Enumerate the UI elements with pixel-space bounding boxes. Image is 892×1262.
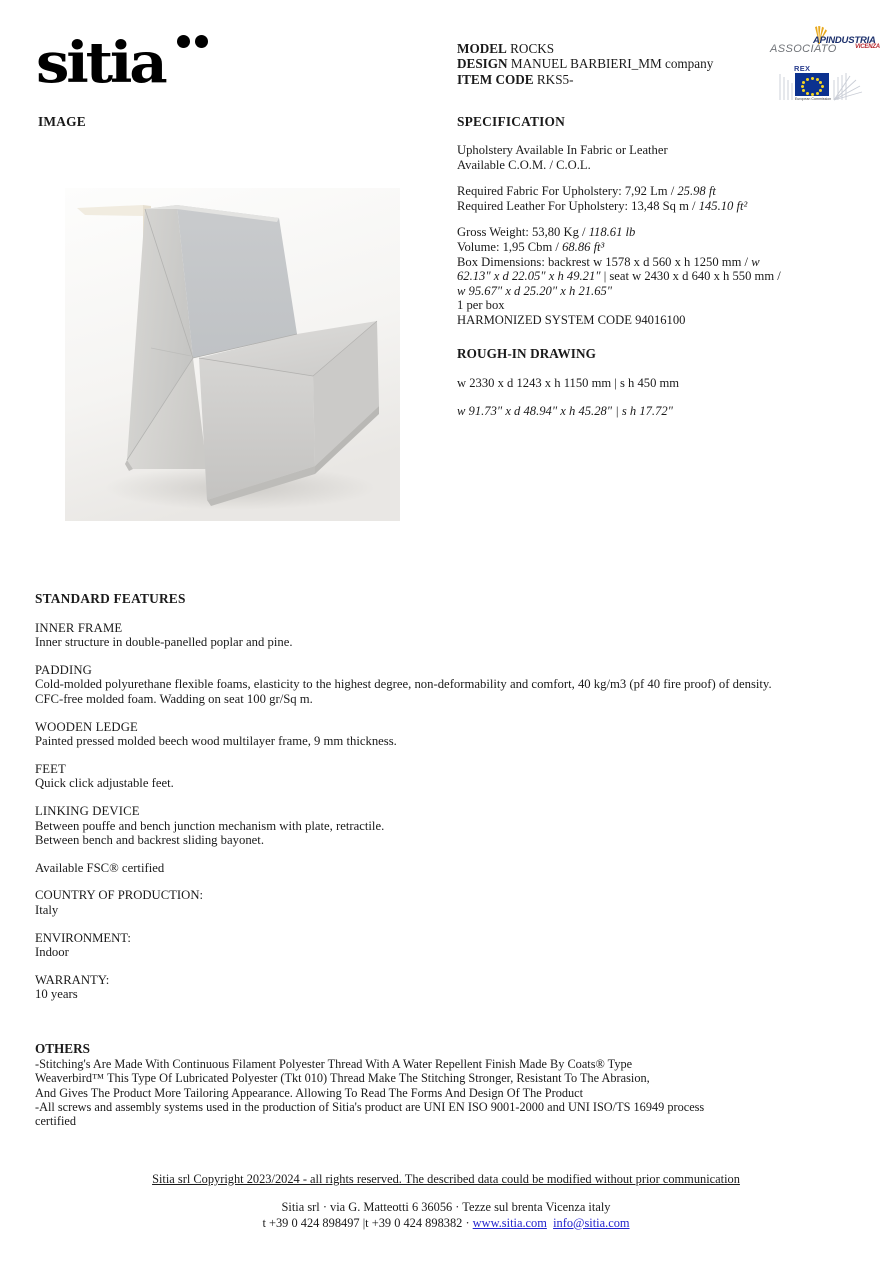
rex-label: REX [794, 64, 811, 73]
apindustria-name: APINDUSTRIA [813, 35, 876, 46]
rocks-bench-render [65, 188, 400, 521]
volume: Volume: 1,95 Cbm / [457, 239, 563, 254]
standard-features-heading: STANDARD FEATURES [35, 591, 186, 606]
attribute-title: WARRANTY: [35, 972, 110, 987]
feature-line: Painted pressed molded beech wood multilayer frame, 9 mm thickness. [35, 734, 397, 749]
others-line: -All screws and assembly systems used in the production of Sitia's product are UNI EN ISO 9001-2000 and UNI ISO/TS 16949 process [35, 1099, 705, 1114]
required-materials-paragraph [457, 184, 792, 213]
rough-in-metric: w 2330 x d 1243 x h 1150 mm | s h 450 mm [457, 376, 680, 390]
others-line: -Stitching's Are Made With Continuous Filament Polyester Thread With A Water Repellent Finish Made By Coats® Type [35, 1057, 633, 1072]
feature-group [35, 720, 867, 749]
box-dimensions-backrest: Box Dimensions: backrest w 1578 x d 560 x h 1250 mm / [457, 254, 752, 269]
attribute-title: ENVIRONMENT: [35, 930, 131, 945]
rough-in-imperial: w 91.73" x d 48.94" x h 45.28" | s h 17.72" [457, 404, 673, 418]
leather-required-imperial: 145.10 ft² [698, 198, 748, 213]
feature-title: FEET [35, 761, 66, 776]
attribute-warranty [35, 973, 867, 1002]
product-photo [65, 188, 400, 521]
apindustria-associate: ASSOCIATO [770, 43, 837, 55]
upholstery-line-2: Available C.O.M. / C.O.L. [457, 157, 591, 172]
model-value: ROCKS [510, 41, 555, 56]
rex-caption: European Commission [794, 97, 832, 101]
box-dimensions-backrest-imperial: w 62.13" x d 22.05" x h 49.21" [457, 254, 760, 284]
rex-logo [778, 64, 874, 108]
model-row [457, 41, 777, 56]
fabric-required: Required Fabric For Upholstery: 7,92 Lm / [457, 184, 678, 199]
feature-line: Between bench and backrest sliding bayonet. [35, 833, 265, 848]
sitia-logo-dots-icon [176, 35, 220, 55]
attribute-environment [35, 931, 867, 960]
volume-imperial: 68.86 ft³ [562, 239, 605, 254]
feature-line: Quick click adjustable feet. [35, 776, 174, 791]
fabric-required-imperial: 25.98 ft [677, 184, 716, 199]
others-heading: OTHERS [35, 1041, 90, 1056]
sitia-logo-text: sitia [36, 30, 165, 96]
footer-phones: t +39 0 424 898497 |t +39 0 424 898382 · [262, 1215, 473, 1230]
box-dimensions-seat-imperial: w 95.67" x d 25.20" x h 21.65" [457, 283, 613, 298]
feature-group [35, 804, 867, 848]
feature-title: WOODEN LEDGE [35, 719, 138, 734]
attribute-value: 10 years [35, 987, 78, 1002]
certification-logos [768, 26, 878, 108]
specification-section-label: SPECIFICATION [457, 114, 566, 129]
sitia-logo [36, 27, 336, 97]
apindustria-logo [770, 26, 880, 58]
footer-address: Sitia srl · via G. Matteotti 6 36056 · Tezze sul brenta Vicenza italy [281, 1200, 611, 1214]
upholstery-paragraph [457, 143, 792, 172]
model-label: MODEL [457, 41, 507, 56]
attribute-value: Italy [35, 902, 59, 917]
others-line: Weaverbird™ This Type Of Lubricated Polyester (Tkt 010) Thread Make The Stitching Stronger, Resistant To The Abrasion, [35, 1071, 650, 1086]
feature-group [35, 621, 867, 650]
image-section-label: IMAGE [38, 114, 86, 129]
design-value: MANUEL BARBIERI_MM company [510, 56, 714, 72]
design-label: DESIGN [457, 56, 508, 72]
footer-contact [0, 1200, 892, 1231]
leather-required: Required Leather For Upholstery: 13,48 Sq m / [457, 198, 699, 213]
standard-features-section [35, 592, 867, 1015]
footer-phone-row [0, 1216, 892, 1232]
feature-line: CFC-free molded foam. Wadding on seat 100 gr/Sq m. [35, 691, 313, 706]
box-dimensions-seat: | seat w 2430 x d 640 x h 550 mm / [600, 269, 781, 284]
attribute-country [35, 888, 867, 917]
others-line: certified [35, 1114, 76, 1129]
feature-title: LINKING DEVICE [35, 803, 140, 818]
gross-weight: Gross Weight: 53,80 Kg / [457, 225, 589, 240]
item-code-label: ITEM CODE [457, 71, 534, 87]
attribute-title: COUNTRY OF PRODUCTION: [35, 888, 204, 903]
feature-line: Inner structure in double-panelled poplar and pine. [35, 635, 293, 650]
eu-flag-icon [795, 73, 829, 96]
gross-weight-imperial: 118.61 lb [588, 225, 636, 240]
feature-line: Cold-molded polyurethane flexible foams, elasticity to the highest degree, non-deformability and comfort, 40 kg/m3 (pf 40 fire proof) of density. [35, 677, 772, 692]
others-line: And Gives The Product More Tailoring Appearance. Allowing To Read The Forms And Design Of The Product [35, 1085, 584, 1100]
footer-email-link[interactable]: info@sitia.com [553, 1215, 630, 1230]
feature-title: INNER FRAME [35, 620, 123, 635]
footer-copyright-text: Sitia srl Copyright 2023/2024 - all rights reserved. The described data could be modified without prior communication [152, 1172, 740, 1186]
attribute-value: Indoor [35, 945, 69, 960]
apindustria-city: VICENZA [855, 44, 880, 50]
logistics-paragraph [457, 225, 792, 327]
design-row [457, 56, 777, 71]
product-meta [457, 41, 777, 87]
feature-line: Between pouffe and bench junction mechanism with plate, retractile. [35, 818, 385, 833]
specification-body [457, 143, 792, 340]
item-code-value: RKS5- [536, 71, 574, 87]
others-section [35, 1042, 835, 1128]
footer-copyright [0, 1172, 892, 1187]
upholstery-line-1: Upholstery Available In Fabric or Leather [457, 143, 668, 157]
item-code-row [457, 72, 777, 87]
fsc-note: Available FSC® certified [35, 860, 165, 875]
feature-group [35, 762, 867, 791]
feature-group [35, 663, 867, 707]
per-box: 1 per box [457, 298, 505, 313]
harmonized-code: HARMONIZED SYSTEM CODE 94016100 [457, 312, 686, 327]
rough-in-label: ROUGH-IN DRAWING [457, 346, 596, 361]
feature-title: PADDING [35, 662, 92, 677]
footer-website-link[interactable]: www.sitia.com [472, 1215, 547, 1230]
